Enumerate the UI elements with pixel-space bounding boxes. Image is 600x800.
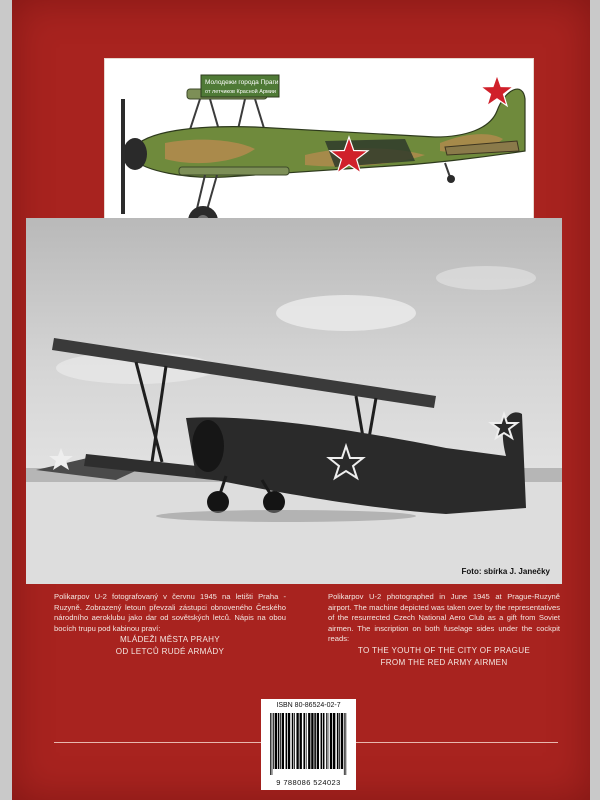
barcode-bar	[345, 713, 346, 775]
barcode-bar	[333, 713, 335, 769]
propeller	[121, 99, 125, 214]
barcode-bar	[326, 713, 327, 769]
historical-photograph	[26, 218, 562, 584]
barcode-bar	[323, 713, 325, 769]
barcode-bar	[339, 713, 340, 769]
barcode-bar	[311, 713, 313, 769]
barcode-bar	[278, 713, 280, 769]
isbn-barcode-box	[261, 699, 356, 790]
barcode-bar	[280, 713, 281, 769]
photo-credit: Foto: sbírka J. Janečky	[461, 567, 550, 576]
barcode-bar	[341, 713, 343, 769]
caption-czech-inscription-2: OD LETCŮ RUDÉ ARMÁDY	[115, 646, 225, 656]
barcode-bar	[337, 713, 339, 769]
barcode-bar	[344, 713, 345, 775]
photo-wheel-left	[207, 491, 229, 513]
inscription-line-2: от летчиков Красной Армии	[205, 89, 276, 95]
barcode-bar	[288, 713, 290, 769]
caption-english-text: Polikarpov U-2 photographed in June 1945 at Prague-Ruzyně airport. The machine depicted was taken over by the representatives of the resurrected Czech National Aero Club as a gift from Soviet airmen. The inscription on both fuselage sides under the cockpit reads:	[328, 592, 560, 644]
caption-czech-inscription-1: MLÁDEŽI MĚSTA PRAHY	[120, 635, 220, 645]
engine-cowling	[123, 138, 147, 170]
caption-english-inscription-2: FROM THE RED ARMY AIRMEN	[380, 657, 508, 667]
caption-english	[328, 592, 560, 668]
barcode-bar	[272, 713, 273, 775]
barcode-bar	[296, 713, 298, 769]
barcode-bar	[286, 713, 288, 769]
barcode-bar	[328, 713, 329, 769]
photo-wheel-right	[263, 491, 285, 513]
barcode-bar	[270, 713, 271, 775]
isbn-number: ISBN 80-86524-02-7	[276, 702, 341, 709]
barcode-bar	[330, 713, 332, 769]
caption-czech-text: Polikarpov U-2 fotografovaný v červnu 1945 na letišti Praha - Ruzyně. Zobrazený letoun převzali zástupci obnoveného Českého národního aeroklubu jako dar od sovětských letců. Nápis na obou bocích trupu pod kabinou praví:	[54, 592, 286, 633]
barcode-bar	[303, 713, 305, 769]
ean-digits: 9 788086 524023	[276, 778, 341, 787]
barcode-bar	[314, 713, 316, 769]
barcode-graphic	[269, 713, 348, 775]
photo-scene	[26, 218, 562, 584]
barcode-bar	[308, 713, 310, 769]
engine-photo	[192, 420, 224, 472]
barcode-bar	[282, 713, 284, 769]
barcode-bar	[317, 713, 319, 769]
barcode-bar	[321, 713, 323, 769]
barcode-bar	[292, 713, 294, 769]
barcode-bar	[275, 713, 277, 769]
caption-english-inscription-1: TO THE YOUTH OF THE CITY OF PRAGUE	[357, 645, 531, 655]
inscription-line-1: Молодежи города Праги	[205, 79, 279, 86]
barcode-bar	[273, 713, 274, 769]
lower-wing	[179, 167, 289, 175]
barcode-bar	[294, 713, 295, 769]
barcode-bar	[306, 713, 307, 769]
back-cover	[12, 0, 590, 800]
caption-czech	[54, 592, 286, 658]
barcode-bar	[300, 713, 302, 769]
